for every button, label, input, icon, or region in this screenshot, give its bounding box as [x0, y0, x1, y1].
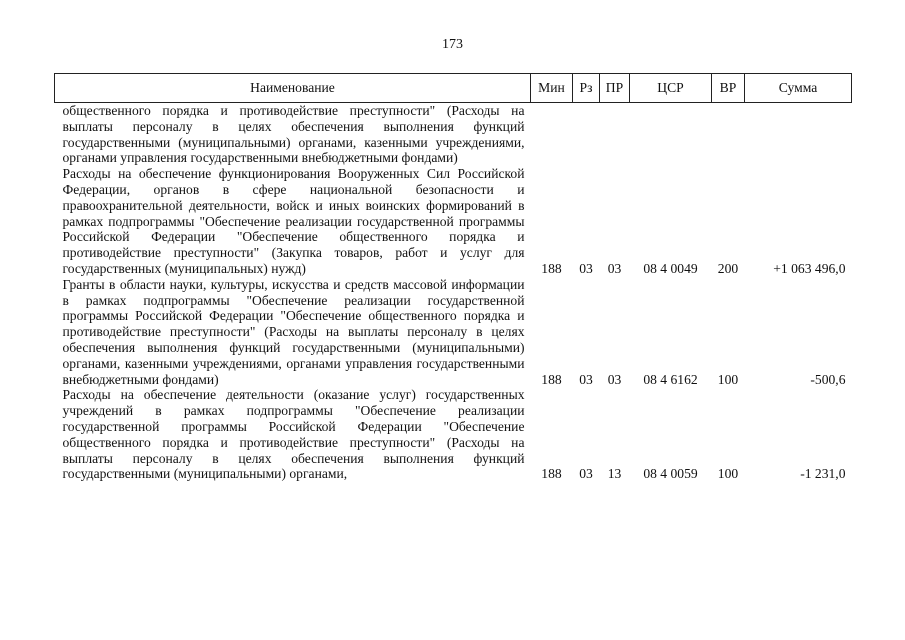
row-min — [531, 103, 573, 167]
table-row — [55, 277, 852, 388]
header-pr: ПР — [600, 74, 630, 103]
row-min: 188 — [541, 371, 562, 387]
row-pr: 03 — [607, 260, 622, 276]
row-csr: 08 4 6162 — [643, 371, 698, 387]
row-vr: 200 — [717, 260, 739, 276]
row-name: Расходы на обеспечение функционирования Вооруженных Сил Российской Федерации, органов в сфере национальной безопасности и правоохранительной деятельности, войск и иных воинских формирований в рамках подпрограммы "Обеспечение реализации государственной программы Российской Федерации "Обеспечение общественного порядка и противодействие преступности" (Закупка товаров, работ и услуг для государственных (муниципальных) нужд) — [62, 166, 525, 276]
row-rz: 03 — [579, 260, 593, 276]
row-csr: 08 4 0059 — [643, 466, 698, 482]
table-header-row — [55, 74, 852, 103]
header-sum: Сумма — [745, 74, 852, 103]
row-sum: -1 231,0 — [800, 466, 846, 482]
row-pr: 13 — [607, 466, 622, 482]
budget-table — [54, 73, 852, 482]
row-min: 188 — [541, 260, 562, 276]
table-row — [55, 166, 852, 277]
table-row — [55, 387, 852, 482]
page-number: 173 — [442, 37, 463, 52]
row-rz: 03 — [579, 371, 593, 387]
row-name: Гранты в области науки, культуры, искусства и средств массовой информации в рамках подпрограммы "Обеспечение реализации государственной программы Российской Федерации "Обеспечение общественного порядка и противодействие преступности" (Расходы на выплаты персоналу в целях обеспечения выполнения функций государственными (муниципальными) органами, казенными учреждениями, органами управления государственными внебюджетными фондами) — [62, 276, 525, 387]
row-name: общественного порядка и противодействие преступности" (Расходы на выплаты персоналу в целях обеспечения выполнения функций государственными (муниципальными) органами, казенными учреждениями, органами управления государственными внебюджетными фондами) — [62, 103, 525, 166]
header-csr: ЦСР — [630, 74, 712, 103]
row-pr — [600, 103, 630, 167]
row-vr: 100 — [717, 466, 739, 482]
row-min: 188 — [541, 466, 562, 482]
header-name: Наименование — [55, 74, 531, 103]
row-vr: 100 — [717, 371, 739, 387]
row-sum — [745, 103, 852, 167]
header-vr: ВР — [712, 74, 745, 103]
header-rz: Рз — [573, 74, 600, 103]
header-min: Мин — [531, 74, 573, 103]
row-pr: 03 — [607, 371, 622, 387]
row-sum: -500,6 — [810, 371, 846, 387]
row-sum: +1 063 496,0 — [773, 260, 846, 276]
row-rz: 03 — [579, 466, 593, 482]
table-row — [55, 103, 852, 167]
row-csr — [630, 103, 712, 167]
row-rz — [573, 103, 600, 167]
row-csr: 08 4 0049 — [643, 260, 698, 276]
row-vr — [712, 103, 745, 167]
row-name: Расходы на обеспечение деятельности (оказание услуг) государственных учреждений в рамках подпрограммы "Обеспечение реализации государственной программы Российской Федерации "Обеспечение общественного порядка и противодействие преступности" (Расходы на выплаты персоналу в целях обеспечения выполнения функций государственными (муниципальными) органами, — [62, 387, 525, 482]
